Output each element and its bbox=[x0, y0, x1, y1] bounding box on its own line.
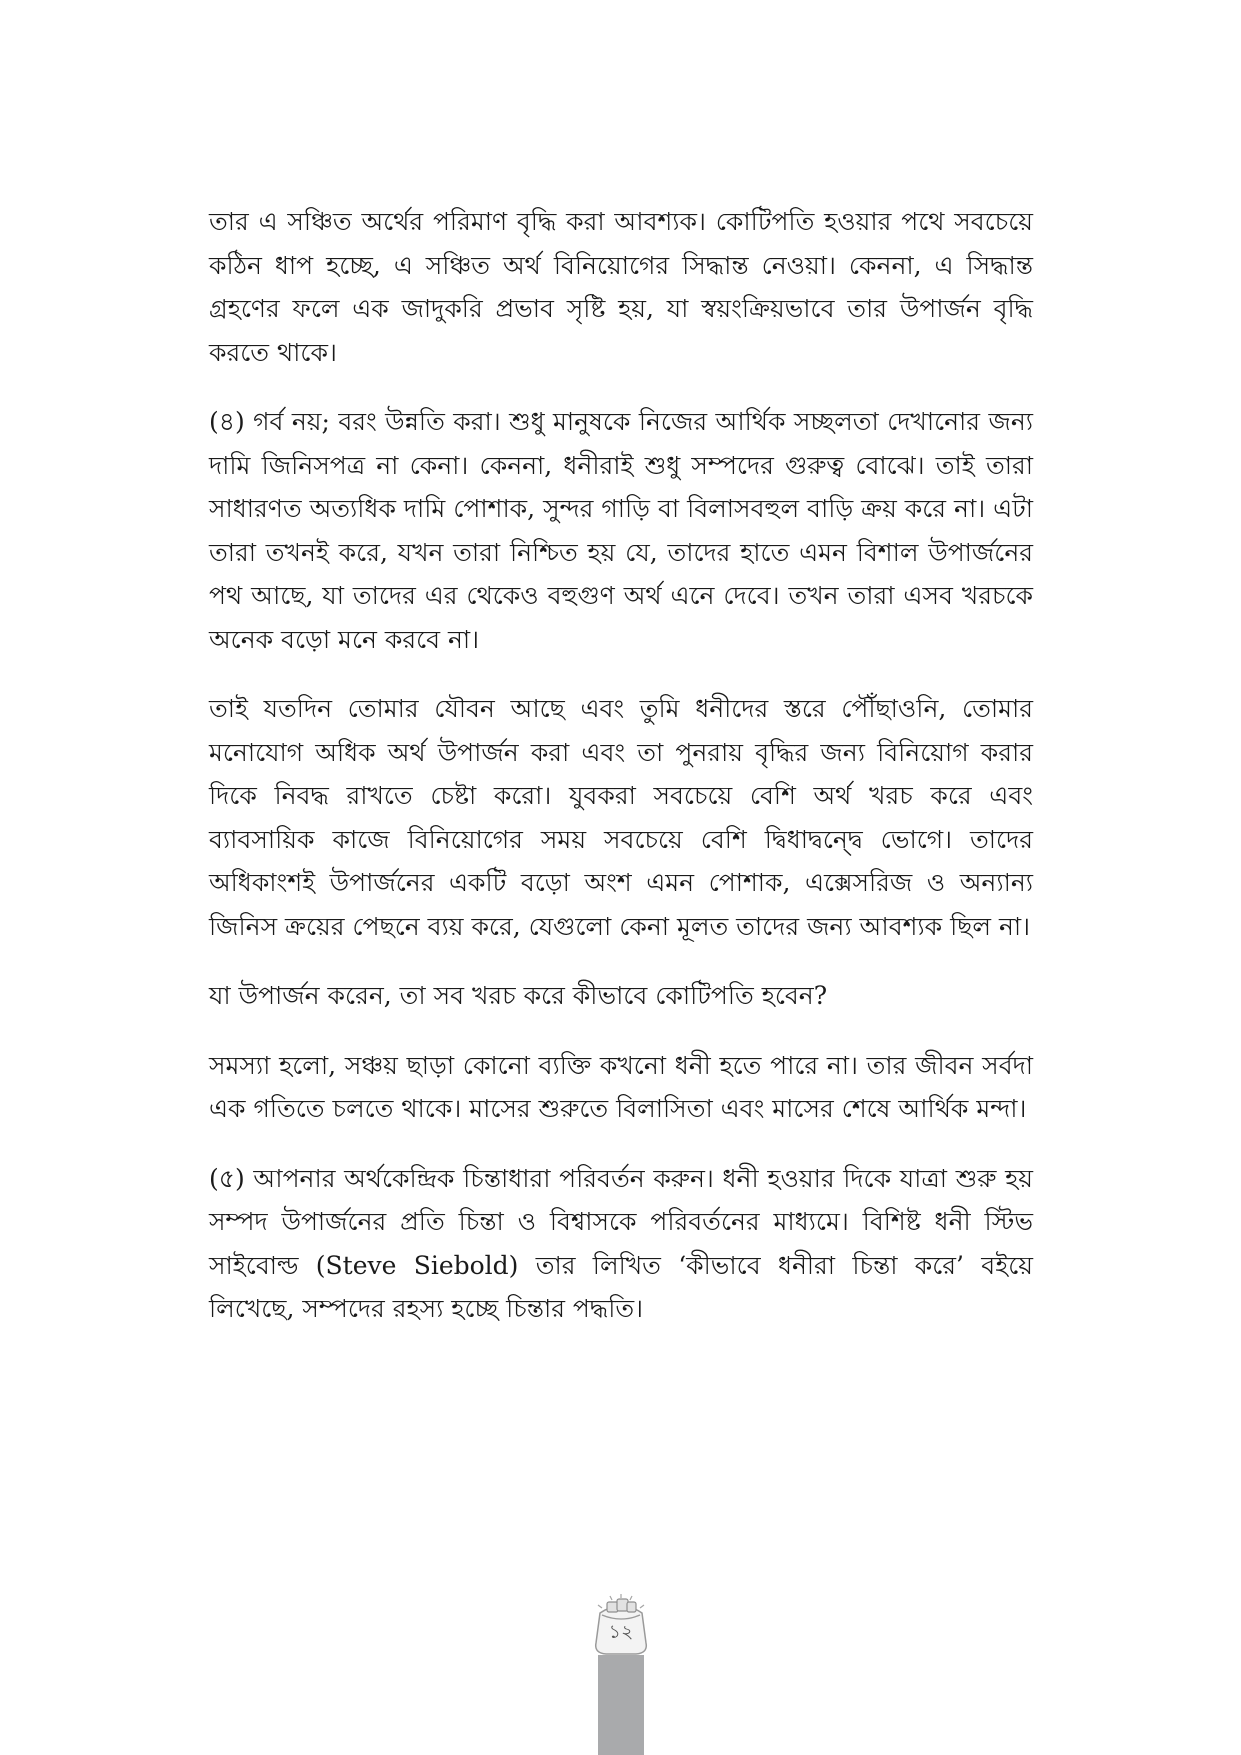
footer-bar bbox=[598, 1655, 644, 1755]
paragraph-question: যা উপার্জন করেন, তা সব খরচ করে কীভাবে কোটিপতি হবেন? bbox=[209, 981, 828, 1010]
page-body bbox=[209, 200, 1033, 1357]
paragraph-savings-investment: তার এ সঞ্চিত অর্থের পরিমাণ বৃদ্ধি করা আবশ্যক। কোটিপতি হওয়ার পথে সবচেয়ে কঠিন ধাপ হচ্ছে, এ সঞ্চিত অর্থ বিনিয়োগের সিদ্ধান্ত নেওয়া। কেননা, এ সিদ্ধান্ত গ্রহণের ফলে এক জাদুকরি প্রভাব সৃষ্টি হয়, যা স্বয়ংক্রিয়ভাবে তার উপার্জন বৃদ্ধি করতে থাকে। bbox=[209, 207, 1033, 367]
page-number: ১২ bbox=[608, 1621, 634, 1643]
paragraph-point-4: (৪) গর্ব নয়; বরং উন্নতি করা। শুধু মানুষকে নিজের আর্থিক সচ্ছলতা দেখানোর জন্য দামি জিনিসপত্র না কেনা। কেননা, ধনীরাই শুধু সম্পদের গুরুত্ব বোঝে। তাই তারা সাধারণত অত্যধিক দামি পোশাক, সুন্দর গাড়ি বা বিলাসবহুল বাড়ি ক্রয় করে না। এটা তারা তখনই করে, যখন তারা নিশ্চিত হয় যে, তাদের হাতে এমন বিশাল উপার্জনের পথ আছে, যা তাদের এর থেকেও বহুগুণ অর্থ এনে দেবে। তখন তারা এসব খরচকে অনেক বড়ো মনে করবে না। bbox=[209, 407, 1033, 654]
paragraph-savings-problem: সমস্যা হলো, সঞ্চয় ছাড়া কোনো ব্যক্তি কখনো ধনী হতে পারে না। তার জীবন সর্বদা এক গতিতে চলতে থাকে। মাসের শুরুতে বিলাসিতা এবং মাসের শেষে আর্থিক মন্দা। bbox=[209, 1050, 1033, 1123]
paragraph-youth-advice: তাই যতদিন তোমার যৌবন আছে এবং তুমি ধনীদের স্তরে পৌঁছাওনি, তোমার মনোযোগ অধিক অর্থ উপার্জন করা এবং তা পুনরায় বৃদ্ধির জন্য বিনিয়োগ করার দিকে নিবদ্ধ রাখতে চেষ্টা করো। যুবকরা সবচেয়ে বেশি অর্থ খরচ করে এবং ব্যাবসায়িক কাজে বিনিয়োগের সময় সবচেয়ে বেশি দ্বিধাদ্বন্দ্বে ভোগে। তাদের অধিকাংশই উপার্জনের একটি বড়ো অংশ এমন পোশাক, এক্সেসরিজ ও অন্যান্য জিনিস ক্রয়ের পেছনে ব্যয় করে, যেগুলো কেনা মূলত তাদের জন্য আবশ্যক ছিল না। bbox=[209, 694, 1033, 941]
paragraph-point-5: (৫) আপনার অর্থকেন্দ্রিক চিন্তাধারা পরিবর্তন করুন। ধনী হওয়ার দিকে যাত্রা শুরু হয় সম্পদ উপার্জনের প্রতি চিন্তা ও বিশ্বাসকে পরিবর্তনের মাধ্যমে। বিশিষ্ট ধনী স্টিভ সাইবোল্ড (Steve Siebold) তার লিখিত ‘কীভাবে ধনীরা চিন্তা করে’ বইয়ে লিখেছে, সম্পদের রহস্য হচ্ছে চিন্তার পদ্ধতি। bbox=[209, 1163, 1033, 1323]
page-footer bbox=[590, 1593, 652, 1755]
